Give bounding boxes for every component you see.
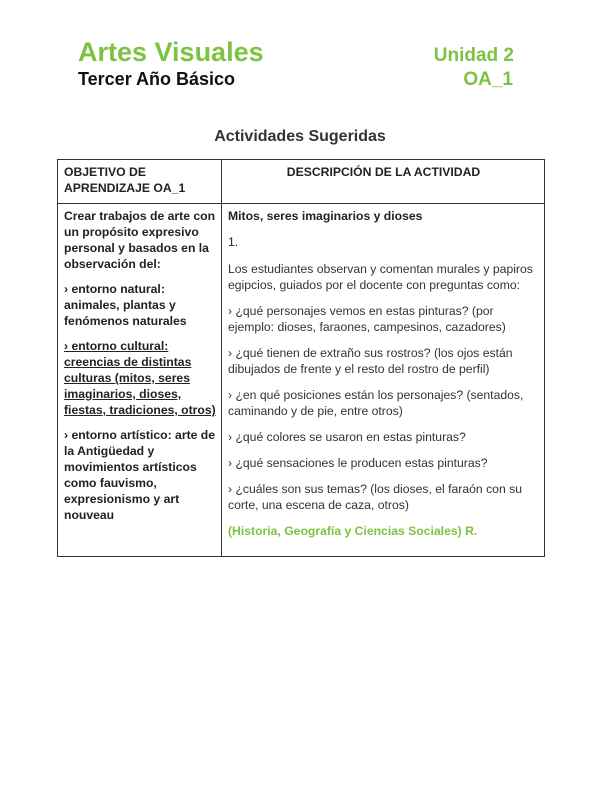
- grade-subtitle: Tercer Año Básico: [78, 69, 236, 89]
- question-item: › ¿en qué posiciones están los personajes? (sentados, caminando y de pie, entre otros): [228, 388, 524, 418]
- objective-cultural: › entorno cultural: creencias de distintas culturas (mitos, seres imaginarios, dioses, fiestas, tradiciones, otros): [64, 339, 216, 417]
- question-item: › ¿qué personajes vemos en estas pinturas? (por ejemplo: dioses, faraones, campesinos, cazadores): [228, 304, 506, 334]
- unit-label: Unidad 2: [433, 45, 514, 66]
- activity-table: [57, 159, 545, 557]
- activity-intro: Los estudiantes observan y comentan murales y papiros egipcios, guiados por el docente con preguntas como:: [228, 262, 533, 292]
- objective-natural: › entorno natural: animales, plantas y fenómenos naturales: [64, 282, 187, 328]
- objective-intro: Crear trabajos de arte con un propósito expresivo personal y basados en la observación del:: [64, 209, 216, 271]
- subject-title: Artes Visuales: [78, 37, 264, 67]
- question-item: › ¿qué tienen de extraño sus rostros? (los ojos están dibujados de frente y el resto del rostro de perfil): [228, 346, 513, 376]
- question-item: › ¿cuáles son sus temas? (los dioses, el faraón con su corte, una escena de caza, otros): [228, 482, 522, 512]
- question-item: › ¿qué colores se usaron en estas pinturas?: [228, 430, 466, 444]
- header-objective: OBJETIVO DE APRENDIZAJE OA_1: [58, 160, 222, 204]
- activity-title: Mitos, seres imaginarios y dioses: [228, 209, 423, 223]
- objective-artistic: › entorno artístico: arte de la Antigüedad y movimientos artísticos como fauvismo, expresionismo y art nouveau: [64, 428, 216, 522]
- table-header-row: [58, 160, 545, 204]
- table-body-row: [58, 204, 545, 557]
- question-item: › ¿qué sensaciones le producen estas pinturas?: [228, 456, 488, 470]
- header-description: DESCRIPCIÓN DE LA ACTIVIDAD: [222, 160, 545, 204]
- activity-number: 1.: [228, 235, 239, 249]
- oa-code-label: OA_1: [463, 69, 513, 90]
- section-title: Actividades Sugeridas: [214, 128, 386, 145]
- objective-cell: [58, 204, 222, 557]
- description-cell: [222, 204, 545, 557]
- cross-curricular-note: (Historia, Geografía y Ciencias Sociales) R.: [228, 524, 478, 538]
